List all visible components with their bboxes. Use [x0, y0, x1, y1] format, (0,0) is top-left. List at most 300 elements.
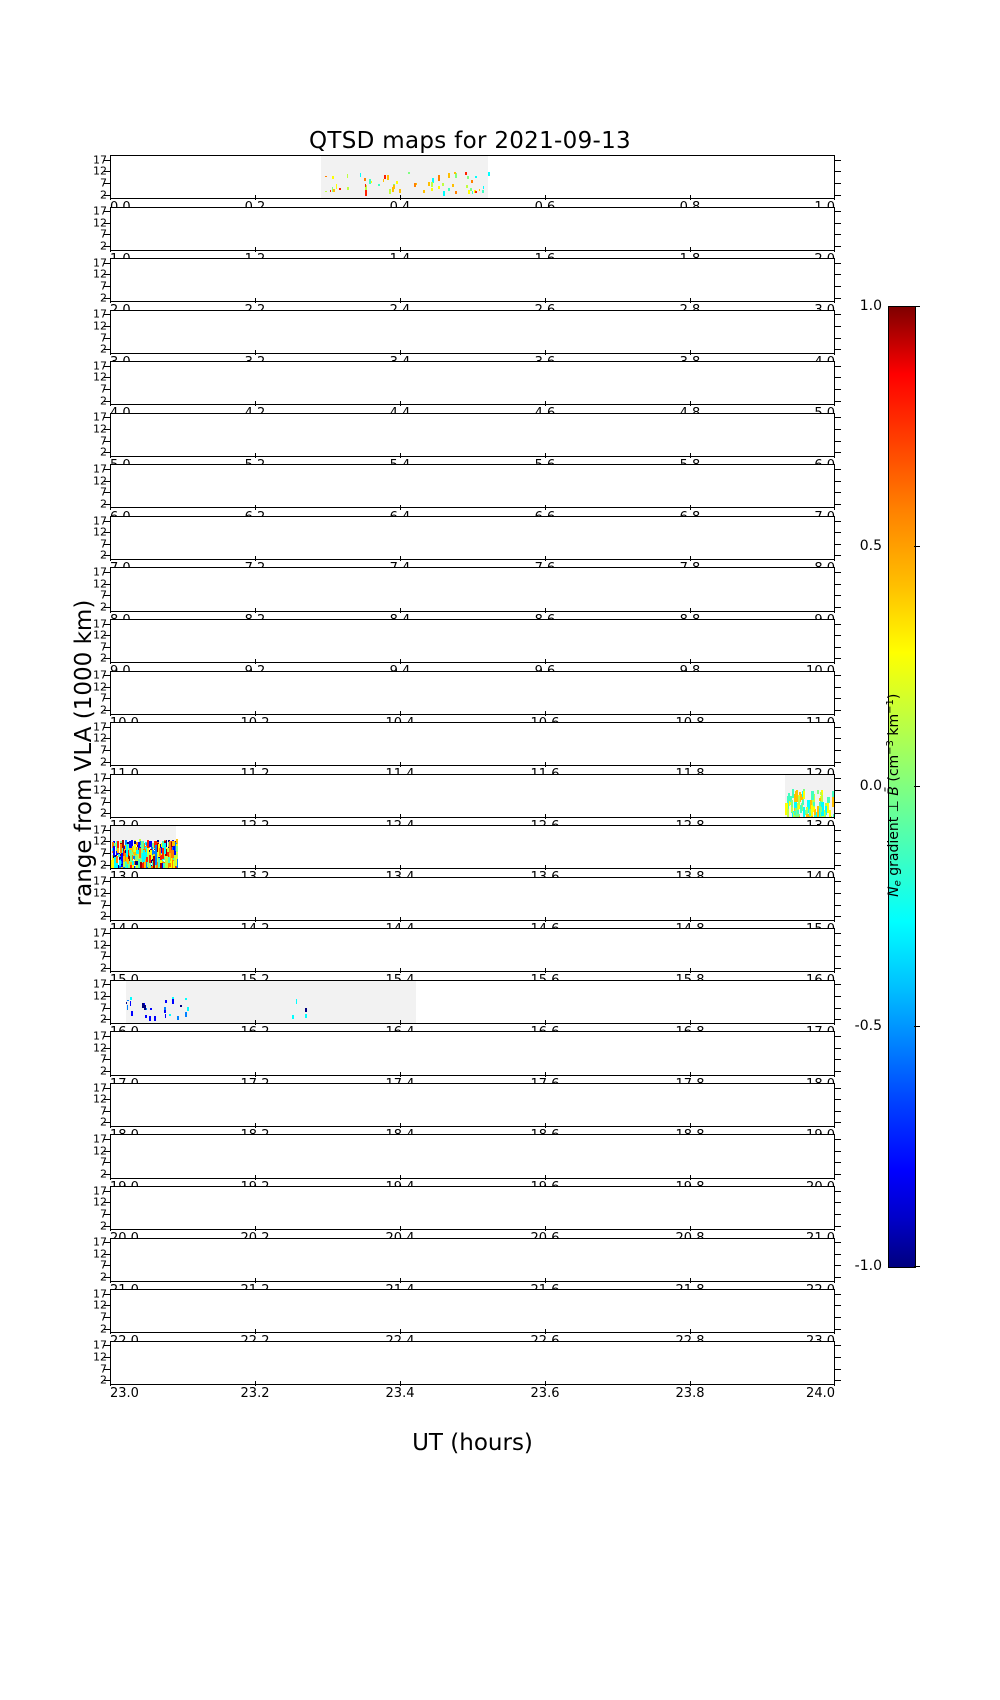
data-pixel: [146, 868, 148, 869]
colorbar-tick-label: 0.0: [859, 778, 882, 794]
y-tick-label: 17: [93, 1338, 107, 1352]
data-pixel: [150, 1008, 152, 1011]
data-pixel: [475, 191, 477, 194]
y-tick-label: 12: [93, 1092, 107, 1106]
data-pixel: [479, 189, 481, 191]
y-tick-mark: [835, 338, 841, 339]
data-pixel: [827, 797, 829, 802]
data-pixel: [389, 189, 391, 194]
panel-row: [110, 1186, 835, 1230]
data-pixel: [787, 809, 789, 815]
y-tick-label: 12: [93, 1144, 107, 1158]
panel-row: [110, 1238, 835, 1282]
data-pixel: [387, 175, 389, 180]
panel-row: [110, 207, 835, 251]
data-pixel: [113, 846, 115, 856]
y-tick-label: 12: [93, 370, 107, 384]
y-tick-label: 12: [93, 216, 107, 230]
data-pixel: [467, 176, 469, 179]
y-tick-mark: [835, 1254, 841, 1255]
y-tick-label: 2: [100, 1373, 107, 1387]
data-pixel: [471, 180, 473, 183]
data-pixel: [130, 1001, 132, 1006]
data-pixel: [127, 859, 129, 864]
y-tick-label: 2: [100, 445, 107, 459]
panel-row: [110, 516, 835, 560]
y-tick-mark: [835, 658, 841, 659]
data-pixel: [130, 997, 132, 1000]
y-tick-mark: [835, 441, 841, 442]
y-tick-mark: [835, 286, 841, 287]
panel-plot-area: [111, 878, 834, 920]
data-pixel: [455, 191, 457, 195]
y-tick-mark: [835, 263, 841, 264]
y-tick-mark: [835, 584, 841, 585]
data-pixel: [360, 173, 362, 177]
data-pixel: [169, 841, 171, 853]
data-pixel: [339, 188, 341, 190]
panel-row: [110, 671, 835, 715]
panel-row: [110, 1134, 835, 1178]
panel-plot-area: [111, 568, 834, 610]
y-tick-label: 2: [100, 806, 107, 820]
data-pixel: [466, 185, 468, 188]
data-pixel: [468, 190, 470, 194]
colorbar-tick-mark: [914, 786, 920, 787]
panel-row: [110, 1341, 835, 1385]
y-tick-label: 7: [100, 1104, 107, 1118]
data-pixel: [126, 868, 128, 869]
data-pixel: [793, 817, 795, 818]
y-tick-label: 7: [100, 949, 107, 963]
y-tick-mark: [835, 813, 841, 814]
data-pixel: [119, 860, 121, 864]
y-tick-label: 17: [93, 874, 107, 888]
data-pixel: [408, 172, 410, 175]
y-tick-label: 17: [93, 720, 107, 734]
panel-plot-area: [111, 465, 834, 507]
data-pixel: [164, 843, 166, 855]
data-pixel: [365, 191, 367, 196]
y-tick-mark: [835, 738, 841, 739]
y-tick-label: 7: [100, 898, 107, 912]
data-pixel: [824, 817, 826, 818]
y-tick-mark: [835, 1329, 841, 1330]
y-tick-mark: [835, 750, 841, 751]
y-tick-label: 17: [93, 307, 107, 321]
data-pixel: [443, 191, 445, 196]
y-tick-mark: [835, 1099, 841, 1100]
y-tick-label: 7: [100, 743, 107, 757]
data-pixel: [131, 1011, 133, 1016]
y-tick-label: 2: [100, 291, 107, 305]
data-pixel: [165, 1014, 167, 1018]
y-tick-label: 2: [100, 188, 107, 202]
data-pixel: [332, 176, 334, 179]
y-tick-mark: [835, 595, 841, 596]
data-pixel: [448, 188, 450, 191]
data-pixel: [149, 855, 151, 864]
y-tick-label: 7: [100, 846, 107, 860]
panel-row: [110, 310, 835, 354]
y-tick-label: 7: [100, 795, 107, 809]
data-pixel: [149, 868, 151, 869]
x-tick-label: 23.4: [385, 1385, 415, 1401]
y-tick-mark: [835, 234, 841, 235]
data-pixel: [333, 189, 335, 192]
data-pixel: [172, 999, 174, 1004]
data-pixel: [452, 184, 454, 187]
y-tick-label: 17: [93, 256, 107, 270]
y-tick-mark: [835, 1008, 841, 1009]
panel-plot-area: [111, 981, 834, 1023]
data-pixel: [384, 175, 386, 180]
y-tick-label: 17: [93, 1081, 107, 1095]
y-tick-mark: [835, 675, 841, 676]
data-pixel: [123, 856, 125, 863]
panel-plot-area: [111, 156, 834, 198]
y-tick-label: 12: [93, 886, 107, 900]
y-tick-label: 7: [100, 434, 107, 448]
panel-plot-area: [111, 311, 834, 353]
y-tick-label: 2: [100, 755, 107, 769]
y-tick-mark: [835, 1151, 841, 1152]
data-pixel: [378, 184, 380, 187]
data-pixel: [155, 845, 157, 856]
panel-plot-area: [111, 775, 834, 817]
colorbar-tick-mark: [914, 1026, 920, 1027]
y-tick-label: 2: [100, 497, 107, 511]
data-pixel: [325, 191, 327, 193]
data-pixel: [347, 174, 349, 178]
y-tick-mark: [835, 1294, 841, 1295]
y-tick-label: 12: [93, 319, 107, 333]
y-tick-label: 7: [100, 176, 107, 190]
y-tick-label: 12: [93, 1041, 107, 1055]
data-pixel: [172, 997, 174, 1000]
colorbar-tick-label: 1.0: [859, 298, 882, 314]
y-tick-mark: [835, 727, 841, 728]
y-tick-label: 17: [93, 359, 107, 373]
y-tick-label: 12: [93, 164, 107, 178]
y-tick-label: 2: [100, 548, 107, 562]
y-tick-label: 17: [93, 926, 107, 940]
data-pixel: [159, 848, 161, 856]
data-pixel: [305, 1008, 307, 1012]
data-pixel: [365, 184, 367, 187]
y-tick-label: 12: [93, 680, 107, 694]
panel-plot-area: [111, 208, 834, 250]
y-tick-label: 17: [93, 617, 107, 631]
data-pixel: [472, 191, 474, 194]
data-pixel: [164, 1010, 166, 1013]
panel-row: [110, 722, 835, 766]
panel-plot-area: [111, 517, 834, 559]
panel-row: [110, 825, 835, 869]
y-tick-label: 7: [100, 331, 107, 345]
y-tick-mark: [835, 1357, 841, 1358]
data-pixel: [126, 844, 128, 857]
y-tick-label: 17: [93, 1287, 107, 1301]
panel-plot-area: [111, 1342, 834, 1384]
y-tick-label: 12: [93, 938, 107, 952]
y-tick-mark: [835, 326, 841, 327]
y-tick-label: 12: [93, 525, 107, 539]
data-pixel: [153, 868, 155, 870]
panel-row: [110, 413, 835, 457]
y-tick-mark: [835, 555, 841, 556]
data-pixel: [177, 1016, 179, 1019]
data-pixel: [185, 998, 187, 1000]
panel-plot-area: [111, 723, 834, 765]
y-tick-mark: [835, 1059, 841, 1060]
panel-plot-area: [111, 1032, 834, 1074]
y-tick-label: 17: [93, 771, 107, 785]
y-tick-mark: [835, 492, 841, 493]
data-pixel: [153, 856, 155, 868]
data-pixel: [795, 791, 797, 799]
y-tick-mark: [835, 160, 841, 161]
data-pixel: [140, 862, 142, 869]
y-tick-label: 12: [93, 267, 107, 281]
y-tick-label: 2: [100, 394, 107, 408]
y-tick-mark: [835, 687, 841, 688]
y-tick-mark: [835, 521, 841, 522]
y-tick-mark: [835, 1036, 841, 1037]
y-tick-label: 17: [93, 565, 107, 579]
y-tick-mark: [835, 481, 841, 482]
data-pixel: [465, 172, 467, 174]
data-pixel: [399, 189, 401, 193]
y-tick-mark: [835, 607, 841, 608]
y-tick-label: 17: [93, 1235, 107, 1249]
panel-row: [110, 1031, 835, 1075]
data-pixel: [482, 190, 484, 192]
y-tick-label: 12: [93, 628, 107, 642]
y-tick-label: 12: [93, 1298, 107, 1312]
y-tick-label: 12: [93, 1247, 107, 1261]
y-tick-label: 2: [100, 1270, 107, 1284]
y-tick-label: 12: [93, 474, 107, 488]
y-tick-mark: [835, 984, 841, 985]
data-pixel: [423, 190, 425, 193]
y-tick-mark: [835, 417, 841, 418]
y-tick-mark: [835, 274, 841, 275]
data-pixel: [129, 850, 131, 853]
data-pixel: [168, 863, 170, 867]
y-tick-label: 7: [100, 1001, 107, 1015]
y-tick-mark: [835, 223, 841, 224]
y-tick-mark: [835, 401, 841, 402]
y-tick-label: 7: [100, 640, 107, 654]
colorbar-tick-label: -0.5: [854, 1018, 882, 1034]
data-pixel: [475, 176, 477, 178]
y-tick-mark: [835, 1317, 841, 1318]
y-tick-mark: [835, 624, 841, 625]
x-tick-label: 23.0: [110, 1385, 139, 1401]
colorbar-tick-mark: [914, 306, 920, 307]
y-tick-mark: [835, 865, 841, 866]
y-tick-mark: [835, 1242, 841, 1243]
y-tick-label: 2: [100, 651, 107, 665]
panel-plot-area: [111, 1187, 834, 1229]
y-tick-mark: [835, 452, 841, 453]
y-tick-label: 2: [100, 1167, 107, 1181]
page-title: QTSD maps for 2021-09-13: [309, 128, 631, 154]
data-pixel: [165, 856, 167, 869]
y-tick-mark: [835, 1174, 841, 1175]
data-pixel: [145, 1015, 147, 1019]
y-tick-mark: [835, 246, 841, 247]
y-tick-mark: [835, 1111, 841, 1112]
y-tick-mark: [835, 945, 841, 946]
data-pixel: [296, 999, 298, 1003]
y-tick-mark: [835, 366, 841, 367]
panel-plot-area: [111, 414, 834, 456]
colorbar-label: $N_e$ gradient ⊥ B̄ ($cm^{-3}$ $km^{-1}$): [884, 693, 904, 897]
y-tick-label: 2: [100, 342, 107, 356]
y-tick-mark: [835, 1369, 841, 1370]
y-tick-mark: [835, 802, 841, 803]
data-pixel: [396, 181, 398, 184]
y-tick-mark: [835, 1345, 841, 1346]
data-pixel: [369, 179, 371, 184]
colorbar-tick-label: 0.5: [859, 538, 882, 554]
data-pixel: [803, 807, 805, 818]
data-pixel: [821, 802, 823, 816]
y-tick-label: 17: [93, 977, 107, 991]
y-tick-mark: [835, 881, 841, 882]
data-pixel: [147, 840, 149, 848]
y-tick-label: 17: [93, 153, 107, 167]
y-tick-label: 7: [100, 588, 107, 602]
y-tick-label: 7: [100, 227, 107, 241]
y-tick-label: 7: [100, 382, 107, 396]
y-tick-label: 17: [93, 1132, 107, 1146]
y-tick-mark: [835, 1380, 841, 1381]
y-tick-mark: [835, 1048, 841, 1049]
data-pixel: [144, 1005, 146, 1010]
data-pixel: [119, 868, 121, 869]
y-tick-label: 2: [100, 1115, 107, 1129]
y-axis-label: range from VLA (1000 km): [71, 599, 97, 907]
y-tick-mark: [835, 1122, 841, 1123]
y-tick-label: 17: [93, 668, 107, 682]
data-pixel: [158, 869, 160, 870]
y-tick-label: 17: [93, 462, 107, 476]
data-pixel: [165, 1000, 167, 1002]
y-tick-label: 2: [100, 858, 107, 872]
y-tick-label: 2: [100, 703, 107, 717]
y-tick-label: 12: [93, 834, 107, 848]
data-pixel: [141, 841, 143, 853]
y-tick-label: 17: [93, 1029, 107, 1043]
data-pixel: [169, 1014, 171, 1016]
panel-row: [110, 1289, 835, 1333]
x-axis-label: UT (hours): [412, 1430, 533, 1456]
y-tick-label: 12: [93, 577, 107, 591]
y-tick-label: 2: [100, 1064, 107, 1078]
y-tick-label: 2: [100, 1219, 107, 1233]
y-tick-label: 7: [100, 485, 107, 499]
data-pixel: [431, 182, 433, 187]
data-pixel: [811, 791, 813, 800]
y-tick-label: 2: [100, 1322, 107, 1336]
data-pixel: [292, 1015, 294, 1019]
y-tick-label: 2: [100, 239, 107, 253]
y-tick-mark: [835, 314, 841, 315]
data-pixel: [161, 869, 163, 870]
panel-plot-area: [111, 362, 834, 404]
y-tick-mark: [835, 698, 841, 699]
panel-plot-area: [111, 929, 834, 971]
panel-plot-area: [111, 620, 834, 662]
data-pixel: [118, 869, 120, 870]
panel-row: [110, 877, 835, 921]
y-tick-label: 7: [100, 1258, 107, 1272]
data-pixel: [172, 841, 174, 846]
data-pixel: [438, 175, 440, 180]
data-pixel: [135, 855, 137, 860]
y-tick-mark: [835, 1088, 841, 1089]
y-tick-label: 2: [100, 1012, 107, 1026]
data-pixel: [134, 841, 136, 844]
y-tick-mark: [835, 933, 841, 934]
y-tick-mark: [835, 429, 841, 430]
data-pixel: [448, 173, 450, 178]
panel-plot-area: [111, 1135, 834, 1177]
data-pixel: [364, 178, 366, 181]
data-window: [126, 981, 416, 1023]
panel-plot-area: [111, 1290, 834, 1332]
data-pixel: [127, 1005, 129, 1010]
data-pixel: [126, 1002, 128, 1004]
y-tick-mark: [835, 956, 841, 957]
data-pixel: [176, 846, 178, 852]
y-tick-mark: [835, 893, 841, 894]
panel-row: [110, 928, 835, 972]
y-tick-mark: [835, 905, 841, 906]
data-pixel: [174, 855, 176, 866]
data-pixel: [806, 814, 808, 817]
y-tick-mark: [835, 572, 841, 573]
y-tick-label: 7: [100, 279, 107, 293]
y-tick-mark: [835, 1071, 841, 1072]
y-tick-mark: [835, 389, 841, 390]
data-pixel: [814, 815, 816, 818]
panel-plot-area: [111, 672, 834, 714]
y-tick-label: 7: [100, 1310, 107, 1324]
data-pixel: [800, 805, 802, 813]
data-pixel: [798, 796, 800, 805]
data-pixel: [794, 811, 796, 815]
data-pixel: [416, 183, 418, 185]
data-pixel: [454, 172, 456, 174]
y-tick-label: 12: [93, 731, 107, 745]
panel-row: [110, 464, 835, 508]
x-tick-label: 23.6: [530, 1385, 560, 1401]
panel-row: [110, 1083, 835, 1127]
y-tick-label: 17: [93, 823, 107, 837]
colorbar-tick-mark: [914, 1266, 920, 1267]
y-tick-mark: [835, 968, 841, 969]
data-pixel: [813, 807, 815, 810]
data-pixel: [180, 1005, 182, 1007]
y-tick-mark: [835, 349, 841, 350]
y-tick-mark: [835, 1277, 841, 1278]
data-pixel: [154, 1016, 156, 1021]
panel-row: [110, 155, 835, 199]
